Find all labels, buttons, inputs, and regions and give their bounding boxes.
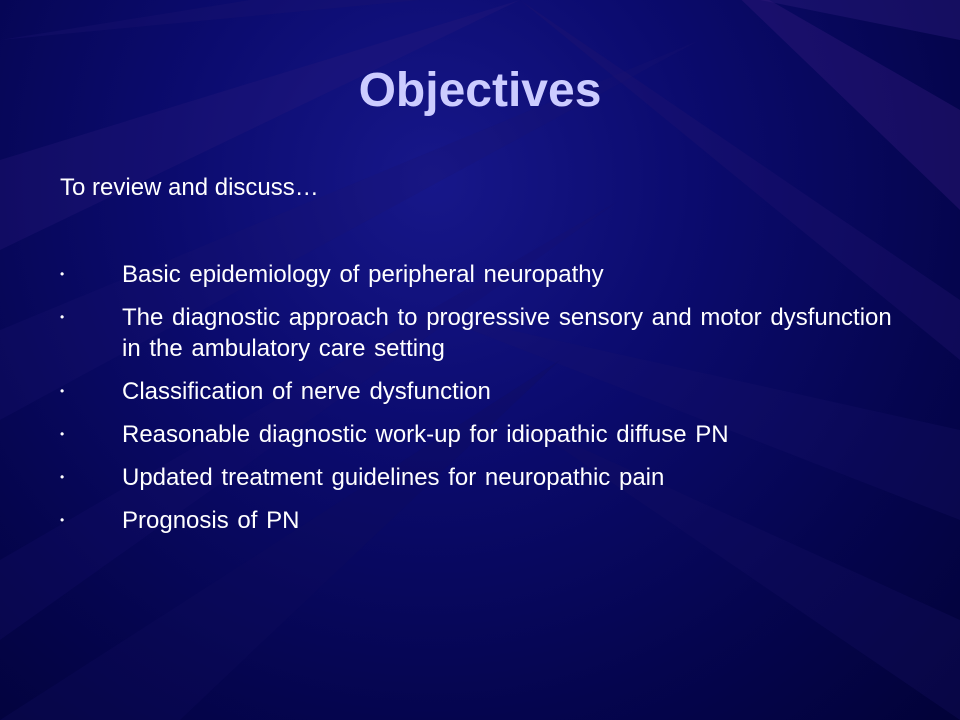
list-item-text: Basic epidemiology of peripheral neuropathy <box>122 261 604 288</box>
bullet-icon: • <box>60 310 65 324</box>
slide-title: Objectives <box>358 64 602 117</box>
list-item <box>60 462 910 493</box>
list-item-text: The diagnostic approach to progressive sensory and motor dysfunction in the ambulatory care setting <box>122 304 892 362</box>
list-item-text: Classification of nerve dysfunction <box>122 378 491 405</box>
objectives-list <box>60 259 910 548</box>
intro-text: To review and discuss… <box>60 174 319 201</box>
list-item-text: Updated treatment guidelines for neuropathic pain <box>122 464 665 491</box>
bullet-icon: • <box>60 513 65 527</box>
list-item-text: Reasonable diagnostic work-up for idiopathic diffuse PN <box>122 421 729 448</box>
list-item-text: Prognosis of PN <box>122 507 300 534</box>
bullet-icon: • <box>60 267 65 281</box>
list-item <box>60 419 910 450</box>
list-item <box>60 376 910 407</box>
bullet-icon: • <box>60 427 65 441</box>
list-item <box>60 505 910 536</box>
bullet-icon: • <box>60 470 65 484</box>
list-item <box>60 302 910 364</box>
bullet-icon: • <box>60 384 65 398</box>
list-item <box>60 259 910 290</box>
